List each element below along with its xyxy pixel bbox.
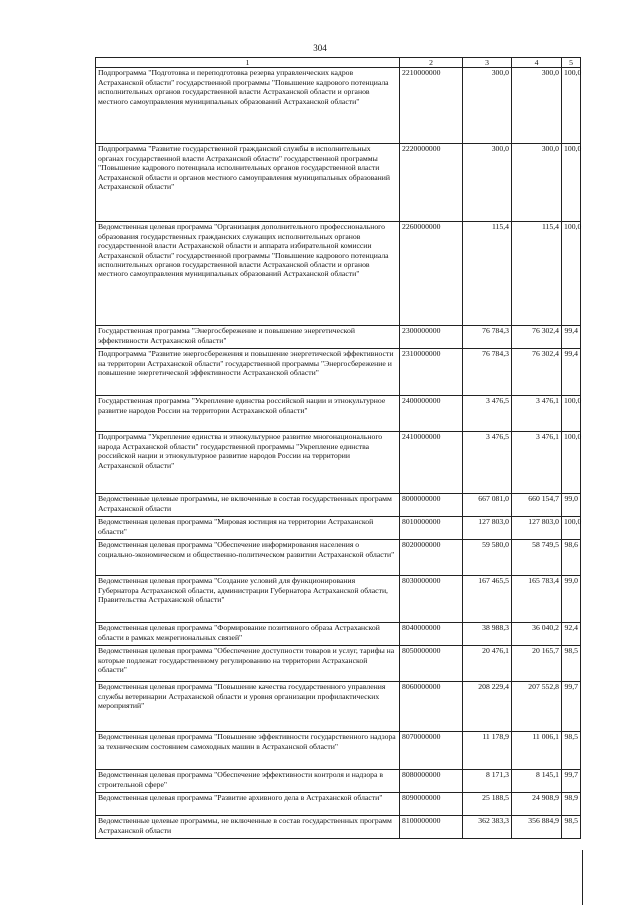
planned-amount: 3 476,5 <box>463 396 512 432</box>
program-name: Государственная программа "Энергосбережение и повышение энергетической эффективности Астраханской области" <box>96 326 400 349</box>
planned-amount: 167 465,5 <box>463 576 512 623</box>
execution-percent: 100,0 <box>562 68 581 144</box>
execution-percent: 100,0 <box>562 144 581 222</box>
planned-amount: 127 803,0 <box>463 517 512 540</box>
table-row <box>96 349 581 396</box>
table-row <box>96 144 581 222</box>
table-row <box>96 816 581 839</box>
planned-amount: 3 476,5 <box>463 432 512 494</box>
table-row <box>96 326 581 349</box>
page-number: 304 <box>313 43 327 53</box>
program-code: 2410000000 <box>400 432 463 494</box>
planned-amount: 25 188,5 <box>463 793 512 816</box>
actual-amount: 300,0 <box>512 144 562 222</box>
program-code: 8010000000 <box>400 517 463 540</box>
table-row <box>96 68 581 144</box>
actual-amount: 20 165,7 <box>512 646 562 682</box>
actual-amount: 127 803,0 <box>512 517 562 540</box>
program-name: Ведомственная целевая программа "Мировая юстиция на территории Астраханской области" <box>96 517 400 540</box>
execution-percent: 100,0 <box>562 396 581 432</box>
header-col-5: 5 <box>562 58 581 68</box>
table-row <box>96 793 581 816</box>
table-row <box>96 494 581 517</box>
table-row <box>96 682 581 732</box>
program-name: Ведомственные целевые программы, не включенные в состав государственных программ Астраханской области <box>96 494 400 517</box>
program-name: Ведомственная целевая программа "Обеспечение доступности товаров и услуг, тарифы на которые подлежат государственному регулированию на территории Астраханской области" <box>96 646 400 682</box>
program-name: Подпрограмма "Развитие энергосбережения и повышение энергетической эффективности на территории Астраханской области" государственной программы "Энергосбережение и повышение энергетической эффективности Астраханской области" <box>96 349 400 396</box>
program-code: 2300000000 <box>400 326 463 349</box>
table-row <box>96 540 581 576</box>
table-row <box>96 770 581 793</box>
program-name: Ведомственная целевая программа "Создание условий для функционирования Губернатора Астраханской области, администрации Губернатора Астраханской области, Правительства Астраханской области" <box>96 576 400 623</box>
actual-amount: 356 884,9 <box>512 816 562 839</box>
program-code: 8040000000 <box>400 623 463 646</box>
program-code: 2400000000 <box>400 396 463 432</box>
program-code: 8050000000 <box>400 646 463 682</box>
execution-percent: 98,9 <box>562 793 581 816</box>
planned-amount: 76 784,3 <box>463 349 512 396</box>
actual-amount: 115,4 <box>512 222 562 326</box>
program-code: 8100000000 <box>400 816 463 839</box>
program-code: 8020000000 <box>400 540 463 576</box>
budget-table <box>95 57 581 839</box>
planned-amount: 20 476,1 <box>463 646 512 682</box>
planned-amount: 115,4 <box>463 222 512 326</box>
table-row <box>96 517 581 540</box>
execution-percent: 100,0 <box>562 517 581 540</box>
table-row <box>96 396 581 432</box>
table-row <box>96 576 581 623</box>
table-row <box>96 646 581 682</box>
program-code: 2260000000 <box>400 222 463 326</box>
actual-amount: 207 552,8 <box>512 682 562 732</box>
actual-amount: 58 749,5 <box>512 540 562 576</box>
margin-line <box>582 850 583 905</box>
program-name: Ведомственная целевая программа "Повышение эффективности государственного надзора за техническим состоянием самоходных машин в Астраханской области" <box>96 732 400 770</box>
header-col-4: 4 <box>512 58 562 68</box>
planned-amount: 11 178,9 <box>463 732 512 770</box>
program-name: Ведомственная целевая программа "Обеспечение информирования населения о социально-экономическом и общественно-политическом развитии Астраханской области" <box>96 540 400 576</box>
execution-percent: 99,7 <box>562 770 581 793</box>
program-name: Ведомственная целевая программа "Обеспечение эффективности контроля и надзора в строительной сфере" <box>96 770 400 793</box>
execution-percent: 98,5 <box>562 816 581 839</box>
execution-percent: 99,7 <box>562 682 581 732</box>
program-code: 8090000000 <box>400 793 463 816</box>
actual-amount: 300,0 <box>512 68 562 144</box>
program-code: 8070000000 <box>400 732 463 770</box>
program-code: 2310000000 <box>400 349 463 396</box>
program-name: Ведомственная целевая программа "Развитие архивного дела в Астраханской области" <box>96 793 400 816</box>
program-name: Ведомственные целевые программы, не включенные в состав государственных программ Астраханской области <box>96 816 400 839</box>
program-code: 8060000000 <box>400 682 463 732</box>
program-code: 8080000000 <box>400 770 463 793</box>
actual-amount: 3 476,1 <box>512 396 562 432</box>
program-code: 8030000000 <box>400 576 463 623</box>
planned-amount: 362 383,3 <box>463 816 512 839</box>
program-name: Государственная программа "Укрепление единства российской нации и этнокультурное развитие народов России на территории Астраханской области" <box>96 396 400 432</box>
actual-amount: 660 154,7 <box>512 494 562 517</box>
execution-percent: 100,0 <box>562 222 581 326</box>
execution-percent: 99,4 <box>562 326 581 349</box>
header-row <box>96 58 581 68</box>
actual-amount: 24 908,9 <box>512 793 562 816</box>
program-name: Подпрограмма "Развитие государственной гражданской службы в исполнительных органах государственной власти Астраханской области" государственной программы "Повышение кадрового потенциала исполнительных органов государственной власти Астраханской области и органов местного самоуправления муниципальных образований Астраханской области" <box>96 144 400 222</box>
header-col-3: 3 <box>463 58 512 68</box>
program-code: 2220000000 <box>400 144 463 222</box>
execution-percent: 92,4 <box>562 623 581 646</box>
program-code: 2210000000 <box>400 68 463 144</box>
planned-amount: 76 784,3 <box>463 326 512 349</box>
planned-amount: 667 081,0 <box>463 494 512 517</box>
table-row <box>96 732 581 770</box>
execution-percent: 98,5 <box>562 732 581 770</box>
actual-amount: 165 783,4 <box>512 576 562 623</box>
program-code: 8000000000 <box>400 494 463 517</box>
program-name: Ведомственная целевая программа "Формирование позитивного образа Астраханской области в рамках межрегиональных связей" <box>96 623 400 646</box>
table-row <box>96 432 581 494</box>
actual-amount: 76 302,4 <box>512 349 562 396</box>
table-row <box>96 222 581 326</box>
program-name: Ведомственная целевая программа "Повышение качества государственного управления службы ветеринарии Астраханской области и уровня организации профилактических мероприятий" <box>96 682 400 732</box>
actual-amount: 3 476,1 <box>512 432 562 494</box>
program-name: Подпрограмма "Подготовка и переподготовка резерва управленческих кадров Астраханской области" государственной программы "Повышение кадрового потенциала исполнительных органов государственной власти Астраханской области и органов местного самоуправления муниципальных образований Астраханской области" <box>96 68 400 144</box>
actual-amount: 36 040,2 <box>512 623 562 646</box>
planned-amount: 208 229,4 <box>463 682 512 732</box>
actual-amount: 11 006,1 <box>512 732 562 770</box>
execution-percent: 99,4 <box>562 349 581 396</box>
execution-percent: 99,0 <box>562 576 581 623</box>
actual-amount: 8 145,1 <box>512 770 562 793</box>
planned-amount: 300,0 <box>463 144 512 222</box>
program-name: Подпрограмма "Укрепление единства и этнокультурное развитие многонационального народа Астраханской области" государственной программы "Укрепление единства российской нации и этнокультурное развитие народов России на территории Астраханской области" <box>96 432 400 494</box>
planned-amount: 38 988,3 <box>463 623 512 646</box>
table-row <box>96 623 581 646</box>
program-name: Ведомственная целевая программа "Организация дополнительного профессионального образования государственных гражданских служащих исполнительных органов государственной власти Астраханской области и аппарата избирательной комиссии Астраханской области" государственной программы "Повышение кадрового потенциала исполнительных органов государственной власти Астраханской области и органов местного самоуправления муниципальных образований Астраханской области" <box>96 222 400 326</box>
planned-amount: 300,0 <box>463 68 512 144</box>
execution-percent: 98,6 <box>562 540 581 576</box>
actual-amount: 76 302,4 <box>512 326 562 349</box>
execution-percent: 100,0 <box>562 432 581 494</box>
execution-percent: 98,5 <box>562 646 581 682</box>
header-col-1: 1 <box>96 58 400 68</box>
execution-percent: 99,0 <box>562 494 581 517</box>
header-col-2: 2 <box>400 58 463 68</box>
planned-amount: 59 580,0 <box>463 540 512 576</box>
planned-amount: 8 171,3 <box>463 770 512 793</box>
